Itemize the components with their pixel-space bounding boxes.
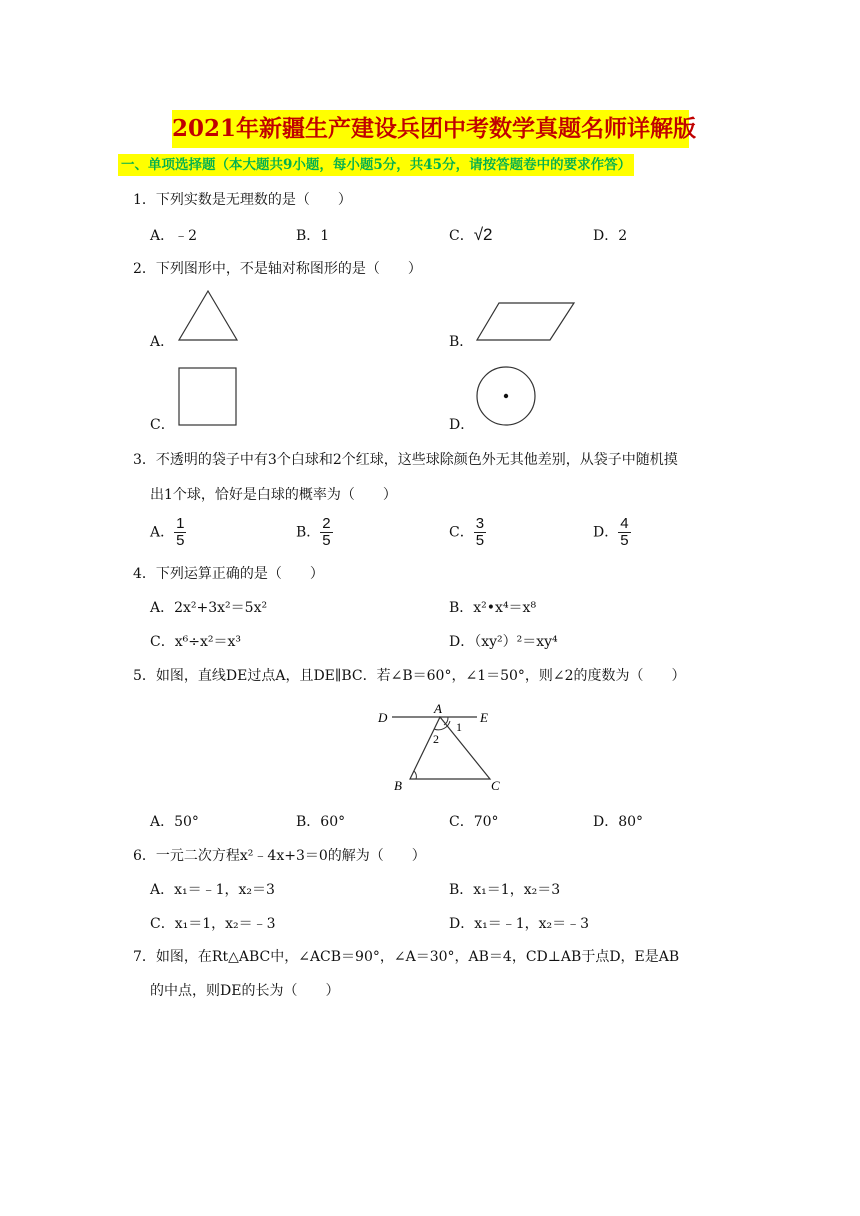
question-2-stem: 2．下列图形中，不是轴对称图形的是（ ） [133, 261, 422, 277]
q3-option-d [593, 516, 631, 549]
q6-option-b: B．x₁＝1，x₂＝3 [449, 882, 561, 898]
sqrt-expression: √2 [473, 225, 493, 244]
q3-option-c-label: C． [449, 524, 474, 541]
fraction [618, 516, 630, 549]
question-7-stem-line-1: 7．如图，在Rt△ABC中，∠ACB＝90°，∠A＝30°，AB＝4，CD⊥AB于点D，E是AB [133, 949, 680, 965]
q5-option-c: C．70° [449, 814, 499, 830]
denominator: 5 [475, 532, 485, 549]
square-icon [177, 366, 239, 428]
angle-2-label: 2 [433, 732, 439, 746]
denominator: 5 [322, 532, 331, 549]
fraction [174, 516, 186, 549]
q5-option-b: B．60° [296, 814, 346, 830]
denominator: 5 [620, 532, 629, 549]
angle-1-label: 1 [456, 720, 462, 734]
q3-option-b-label: B． [296, 524, 321, 541]
q1-option-a: A．﹣2 [150, 228, 198, 244]
fraction [474, 516, 486, 549]
point-a-label: A [434, 701, 442, 716]
q3-option-a [150, 516, 186, 549]
question-6-stem: 6．一元二次方程x²﹣4x+3＝0的解为（ ） [133, 848, 426, 864]
q4-option-c: C．x⁶÷x²＝x³ [150, 634, 241, 650]
circle-with-center-dot-icon [474, 364, 538, 428]
q1-option-d: D．2 [593, 228, 628, 244]
numerator: 3 [475, 515, 485, 532]
numerator: 2 [322, 515, 331, 532]
numerator: 1 [176, 515, 185, 532]
q1-option-c-label: C． [449, 228, 474, 244]
page-title: 2021年新疆生产建设兵团中考数学真题名师详解版 [172, 110, 689, 148]
q3-option-d-label: D． [593, 524, 619, 541]
point-b-label: B [394, 778, 402, 793]
parallel-lines-triangle-figure [370, 698, 510, 798]
q5-option-a: A．50° [150, 814, 199, 830]
question-3-stem-line-1: 3．不透明的袋子中有3个白球和2个红球，这些球除颜色外无其他差别，从袋子中随机摸 [133, 452, 678, 468]
q3-option-b [296, 516, 333, 549]
denominator: 5 [176, 532, 185, 549]
q6-option-d: D．x₁＝﹣1，x₂＝﹣3 [449, 916, 590, 932]
numerator: 4 [620, 515, 629, 532]
q4-option-a: A．2x²+3x²＝5x² [150, 600, 268, 616]
q3-option-a-label: A． [150, 524, 175, 541]
point-c-label: C [491, 778, 500, 793]
point-d-label: D [378, 710, 388, 725]
question-5-stem: 5．如图，直线DE过点A，且DE∥BC．若∠B＝60°，∠1＝50°，则∠2的度数为（ ） [133, 668, 686, 684]
q6-option-c: C．x₁＝1，x₂＝﹣3 [150, 916, 276, 932]
parallelogram-icon [475, 300, 577, 344]
triangle-icon [176, 288, 240, 344]
question-3-stem-line-2: 出1个球，恰好是白球的概率为（ ） [150, 487, 397, 503]
section-heading: 一、单项选择题（本大题共9小题，每小题5分，共45分，请按答题卷中的要求作答） [118, 154, 634, 176]
q2-option-c: C． [150, 417, 175, 433]
point-e-label: E [480, 710, 488, 725]
q2-option-a: A． [150, 334, 175, 350]
q3-option-c [449, 516, 486, 549]
q4-option-b: B．x²•x⁴＝x⁸ [449, 600, 537, 616]
q1-option-b: B．1 [296, 228, 330, 244]
q6-option-a: A．x₁＝﹣1，x₂＝3 [150, 882, 275, 898]
question-7-stem-line-2: 的中点，则DE的长为（ ） [150, 983, 340, 999]
fraction [320, 516, 332, 549]
q2-option-b: B． [449, 334, 474, 350]
q4-option-d: D．（xy²）²＝xy⁴ [449, 634, 558, 650]
question-1-stem: 1．下列实数是无理数的是（ ） [133, 192, 352, 208]
q5-option-d: D．80° [593, 814, 644, 830]
question-4-stem: 4．下列运算正确的是（ ） [133, 566, 324, 582]
q1-option-c [449, 225, 493, 245]
q2-option-d: D． [449, 417, 475, 433]
